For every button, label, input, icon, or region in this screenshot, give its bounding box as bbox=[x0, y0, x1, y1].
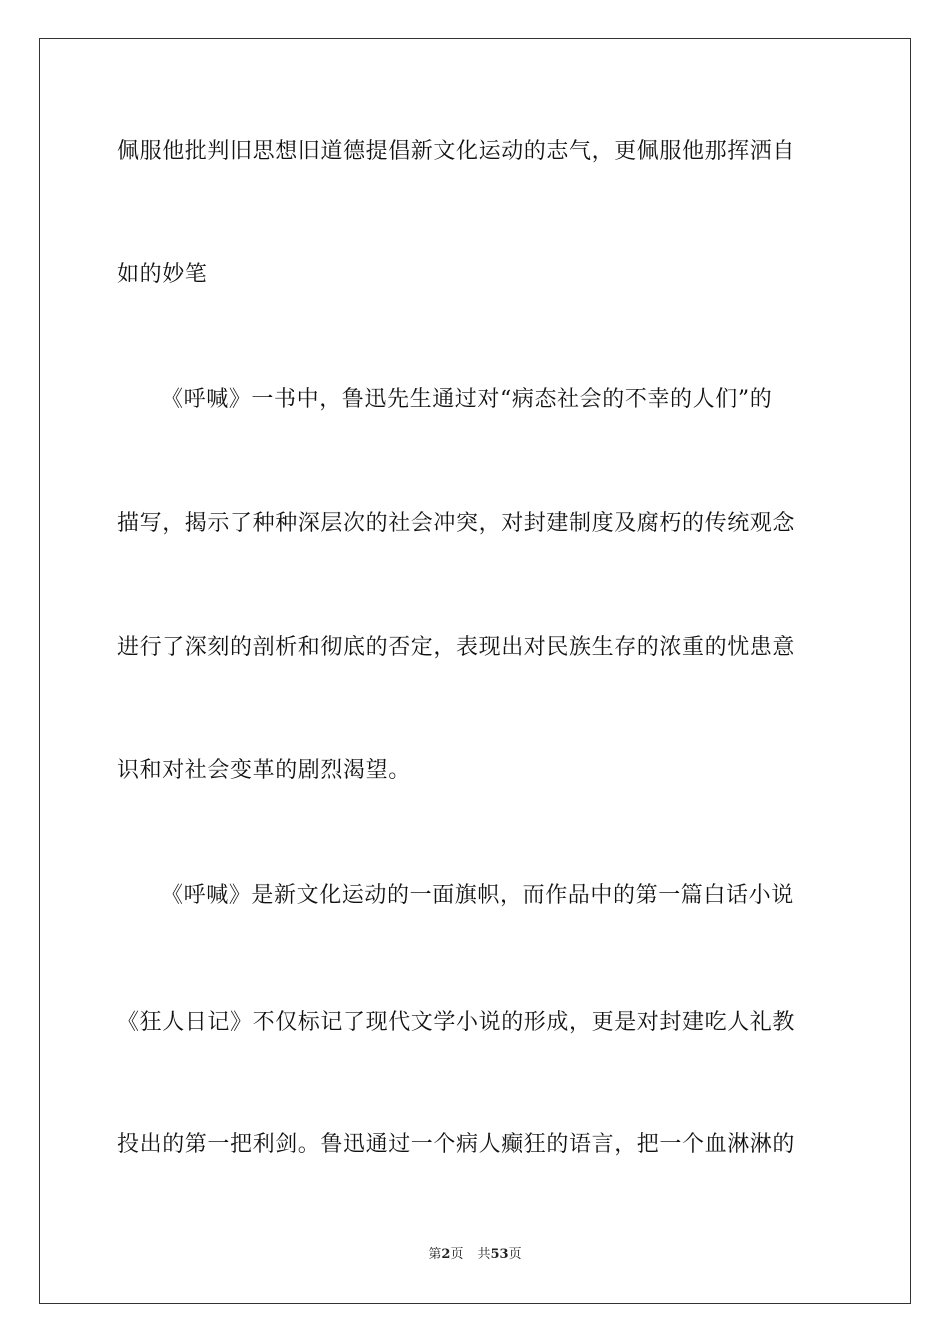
page-number: 2 bbox=[441, 1247, 451, 1262]
page-footer bbox=[0, 1246, 950, 1264]
text-line: 描写，揭示了种种深层次的社会冲突，对封建制度及腐朽的传统观念 bbox=[117, 511, 796, 536]
text-line: 识和对社会变革的剧烈渴望。 bbox=[117, 758, 411, 783]
text-line: 进行了深刻的剖析和彻底的否定，表现出对民族生存的浓重的忧患意 bbox=[117, 635, 796, 660]
text-line: 如的妙笔 bbox=[117, 262, 208, 287]
total-pages: 53 bbox=[490, 1247, 509, 1262]
text-line: 投出的第一把利剑。鲁迅通过一个病人癫狂的语言，把一个血淋淋的 bbox=[117, 1132, 796, 1157]
text-line: 《呼喊》是新文化运动的一面旗帜，而作品中的第一篇白话小说 bbox=[161, 883, 794, 908]
text-line: 《狂人日记》不仅标记了现代文学小说的形成，更是对封建吃人礼教 bbox=[117, 1010, 796, 1035]
text-line: 《呼喊》一书中，鲁迅先生通过对“病态社会的不幸的人们”的 bbox=[161, 387, 773, 412]
page-border bbox=[39, 38, 911, 1304]
total-suffix: 页 bbox=[508, 1247, 522, 1262]
page-suffix: 页 bbox=[450, 1247, 464, 1262]
text-line: 佩服他批判旧思想旧道德提倡新文化运动的志气，更佩服他那挥洒自 bbox=[117, 139, 796, 164]
total-prefix: 共 bbox=[477, 1247, 491, 1262]
page-prefix: 第 bbox=[428, 1247, 442, 1262]
